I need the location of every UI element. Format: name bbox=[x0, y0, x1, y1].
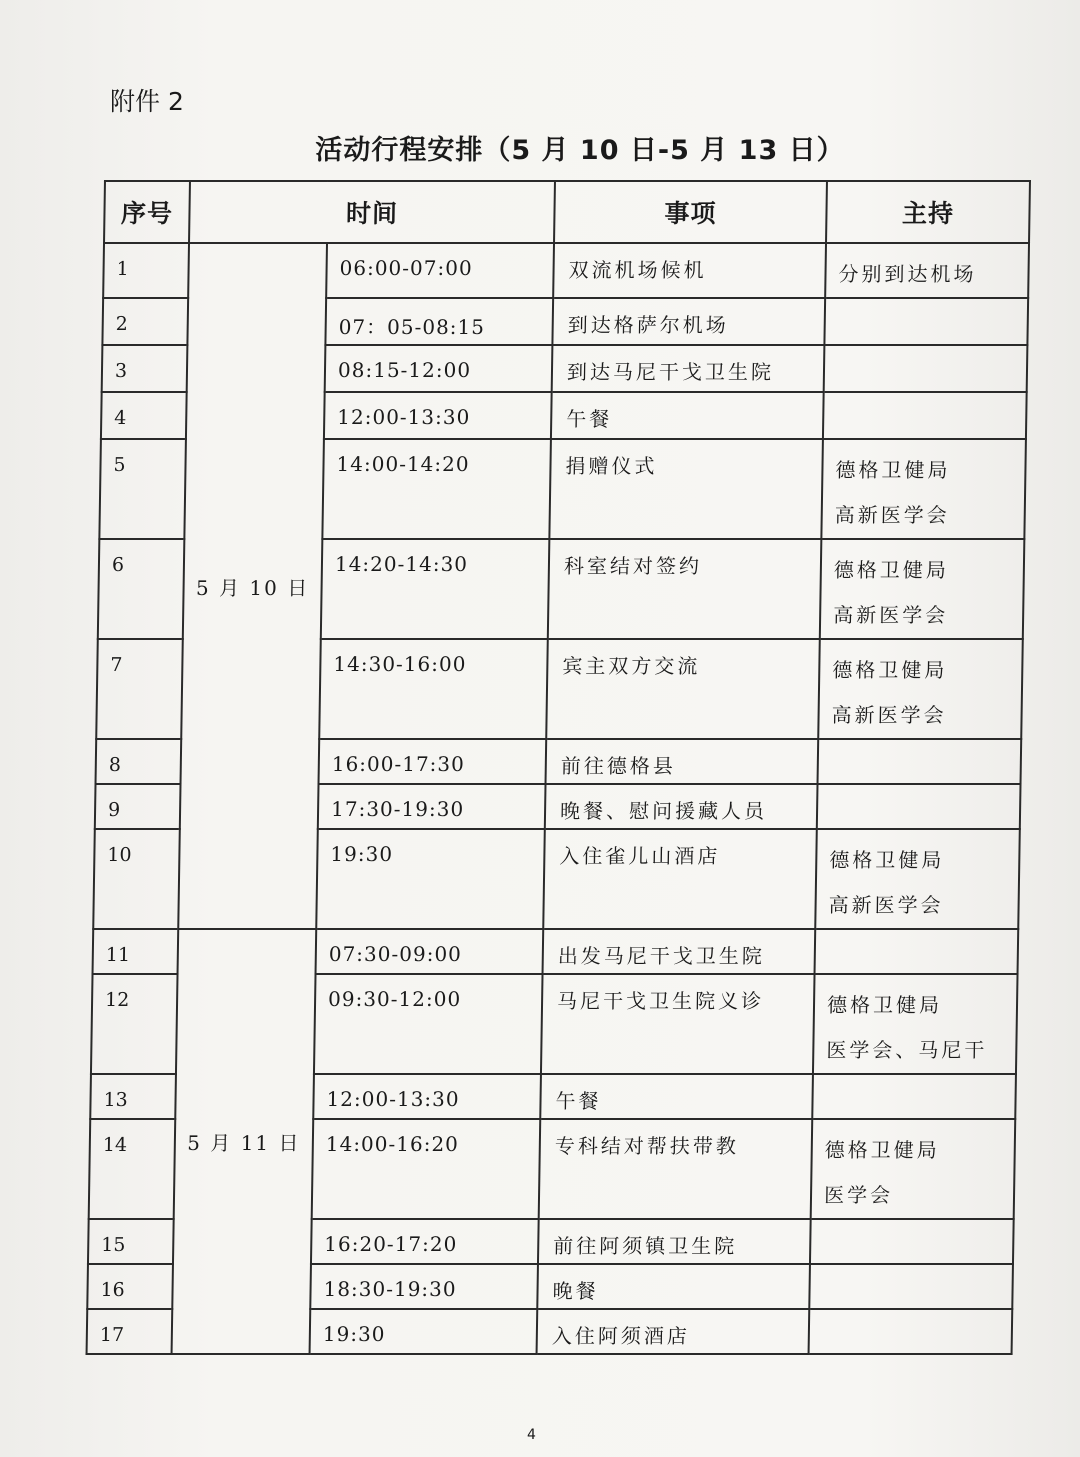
row-number: 12 bbox=[91, 974, 178, 1074]
host-cell bbox=[818, 739, 1022, 784]
schedule-table bbox=[86, 180, 1031, 1355]
row-number: 8 bbox=[96, 739, 182, 784]
item-cell: 前往阿须镇卫生院 bbox=[538, 1219, 811, 1264]
date-cell: 5 月 10 日 bbox=[178, 243, 327, 929]
host-line-2: 医学会 bbox=[823, 1183, 894, 1207]
schedule-body bbox=[87, 243, 1029, 1354]
host-cell bbox=[815, 829, 1020, 929]
time-cell: 14:00-16:20 bbox=[312, 1119, 541, 1219]
time-cell: 07：05-08:15 bbox=[325, 298, 553, 345]
host-cell bbox=[809, 1309, 1013, 1354]
time-cell: 16:00-17:30 bbox=[319, 739, 547, 784]
row-number: 17 bbox=[87, 1309, 173, 1354]
row-number: 3 bbox=[102, 345, 188, 392]
item-cell: 午餐 bbox=[540, 1074, 813, 1119]
time-cell: 12:00-13:30 bbox=[313, 1074, 541, 1119]
time-cell: 14:20-14:30 bbox=[321, 539, 550, 639]
page-number: 4 bbox=[527, 1427, 536, 1443]
host-line-2: 高新医学会 bbox=[832, 603, 949, 627]
table-row bbox=[93, 929, 1019, 974]
item-cell: 午餐 bbox=[551, 392, 824, 439]
item-cell: 科室结对签约 bbox=[548, 539, 822, 639]
host-cell bbox=[812, 1074, 1016, 1119]
time-cell: 14:00-14:20 bbox=[322, 439, 551, 539]
host-cell bbox=[823, 392, 1027, 439]
header-host: 主持 bbox=[826, 181, 1030, 243]
row-number: 15 bbox=[88, 1219, 174, 1264]
row-number: 13 bbox=[90, 1074, 176, 1119]
host-line-1: 德格卫健局 bbox=[824, 1138, 940, 1162]
host-line-1: 德格卫健局 bbox=[826, 993, 943, 1017]
item-cell: 晚餐 bbox=[537, 1264, 810, 1309]
item-cell: 入住阿须酒店 bbox=[537, 1309, 810, 1354]
host-line-1: 德格卫健局 bbox=[833, 558, 950, 582]
host-cell bbox=[825, 243, 1029, 298]
item-cell: 到达马尼干戈卫生院 bbox=[552, 345, 825, 392]
item-cell: 专科结对帮扶带教 bbox=[539, 1119, 813, 1219]
host-cell bbox=[818, 639, 1023, 739]
time-cell: 17:30-19:30 bbox=[318, 784, 546, 829]
host-cell bbox=[821, 439, 1026, 539]
row-number: 14 bbox=[89, 1119, 176, 1219]
item-cell: 到达格萨尔机场 bbox=[552, 298, 825, 345]
time-cell: 08:15-12:00 bbox=[325, 345, 553, 392]
time-cell: 09:30-12:00 bbox=[314, 974, 543, 1074]
item-cell: 捐赠仪式 bbox=[549, 439, 823, 539]
row-number: 16 bbox=[87, 1264, 173, 1309]
host-cell bbox=[815, 929, 1019, 974]
header-time: 时间 bbox=[189, 181, 555, 243]
host-line-2: 高新医学会 bbox=[834, 503, 950, 527]
host-cell bbox=[810, 1219, 1014, 1264]
host-cell bbox=[824, 298, 1028, 345]
host-cell bbox=[817, 784, 1021, 829]
row-number: 5 bbox=[99, 439, 186, 539]
host-line-2: 医学会、马尼干 bbox=[826, 1038, 988, 1062]
item-cell: 前往德格县 bbox=[546, 739, 819, 784]
item-cell: 出发马尼干戈卫生院 bbox=[543, 929, 816, 974]
host-line-2: 高新医学会 bbox=[828, 893, 944, 917]
host-line-2: 高新医学会 bbox=[831, 703, 947, 727]
time-cell: 18:30-19:30 bbox=[310, 1264, 538, 1309]
time-cell: 19:30 bbox=[316, 829, 545, 929]
item-cell: 入住雀儿山酒店 bbox=[543, 829, 817, 929]
item-cell: 宾主双方交流 bbox=[546, 639, 820, 739]
row-number: 11 bbox=[93, 929, 179, 974]
time-cell: 14:30-16:00 bbox=[319, 639, 548, 739]
row-number: 9 bbox=[95, 784, 181, 829]
time-cell: 19:30 bbox=[310, 1309, 538, 1354]
header-no: 序号 bbox=[104, 181, 190, 243]
row-number: 10 bbox=[93, 829, 180, 929]
row-number: 2 bbox=[102, 298, 188, 345]
item-cell: 双流机场候机 bbox=[553, 243, 826, 298]
document-title: 活动行程安排（5 月 10 日-5 月 13 日） bbox=[315, 135, 845, 166]
host-line-1: 德格卫健局 bbox=[829, 848, 945, 872]
time-cell: 07:30-09:00 bbox=[316, 929, 544, 974]
host-cell bbox=[820, 539, 1025, 639]
attachment-label: 附件 2 bbox=[110, 87, 184, 116]
host-cell bbox=[811, 1119, 1016, 1219]
date-cell: 5 月 11 日 bbox=[172, 929, 317, 1354]
time-cell: 06:00-07:00 bbox=[326, 243, 554, 298]
table-header-row bbox=[104, 181, 1030, 243]
host-cell bbox=[809, 1264, 1013, 1309]
row-number: 4 bbox=[101, 392, 187, 439]
row-number: 7 bbox=[96, 639, 183, 739]
host-line-1: 德格卫健局 bbox=[835, 458, 951, 482]
host-line-1: 德格卫健局 bbox=[832, 658, 948, 682]
table-row bbox=[103, 243, 1029, 298]
header-item: 事项 bbox=[554, 181, 827, 243]
item-cell: 晚餐、慰问援藏人员 bbox=[545, 784, 818, 829]
host-cell bbox=[813, 974, 1018, 1074]
host-cell bbox=[824, 345, 1028, 392]
row-number: 1 bbox=[103, 243, 189, 298]
time-cell: 12:00-13:30 bbox=[324, 392, 552, 439]
host-line-1: 分别到达机场 bbox=[838, 262, 977, 286]
item-cell: 马尼干戈卫生院义诊 bbox=[541, 974, 815, 1074]
row-number: 6 bbox=[98, 539, 185, 639]
time-cell: 16:20-17:20 bbox=[311, 1219, 539, 1264]
